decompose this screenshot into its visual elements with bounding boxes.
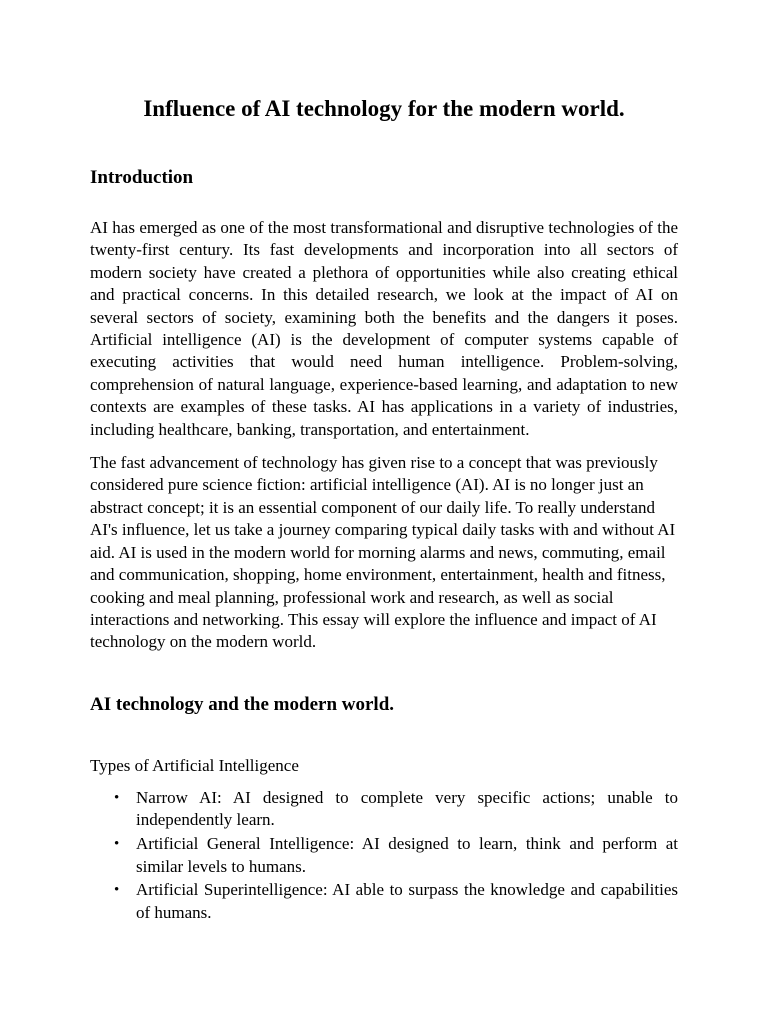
document-title: Influence of AI technology for the modern world. (143, 96, 625, 121)
list-item-text: Artificial General Intelligence: AI designed to learn, think and perform at similar levels to humans. (136, 833, 678, 876)
list-item-text: Narrow AI: AI designed to complete very specific actions; unable to independently learn. (136, 787, 678, 830)
list-item (114, 787, 678, 832)
bullet-icon: • (114, 835, 120, 852)
introduction-paragraph-1: AI has emerged as one of the most transformational and disruptive technologies of the twenty-first century. Its fast developments and incorporation into all sectors of modern society have created a plethora of opportunities while also creating ethical and practical concerns. In this detailed research, we look at the impact of AI on several sectors of society, examining both the benefits and the dangers it poses. Artificial intelligence (AI) is the development of computer systems capable of executing activities that would need human intelligence. Problem-solving, comprehension of natural language, experience-based learning, and adaptation to new contexts are examples of these tasks. AI has applications in a variety of industries, including healthcare, banking, transportation, and entertainment. (90, 218, 678, 439)
list-item (114, 879, 678, 924)
bullet-icon: • (114, 882, 120, 899)
bullet-icon: • (114, 789, 120, 806)
list-item (114, 833, 678, 878)
ai-types-subheading: Types of Artificial Intelligence (90, 755, 299, 775)
modern-world-heading: AI technology and the modern world. (90, 693, 395, 715)
introduction-paragraph-2: The fast advancement of technology has given rise to a concept that was previously considered pure science fiction: artificial intelligence (AI). AI is no longer just an abstract concept; it is an essential component of our daily life. To really understand AI's influence, let us take a journey comparing typical daily tasks with and without AI aid. AI is used in the modern world for morning alarms and news, commuting, email and communication, shopping, home environment, entertainment, health and fitness, cooking and meal planning, professional work and research, as well as social interactions and networking. This essay will explore the influence and impact of AI technology on the modern world. (90, 453, 676, 652)
list-item-text: Artificial Superintelligence: AI able to surpass the knowledge and capabilities of humans. (136, 880, 678, 922)
introduction-heading: Introduction (90, 167, 194, 188)
ai-types-list (90, 787, 678, 925)
